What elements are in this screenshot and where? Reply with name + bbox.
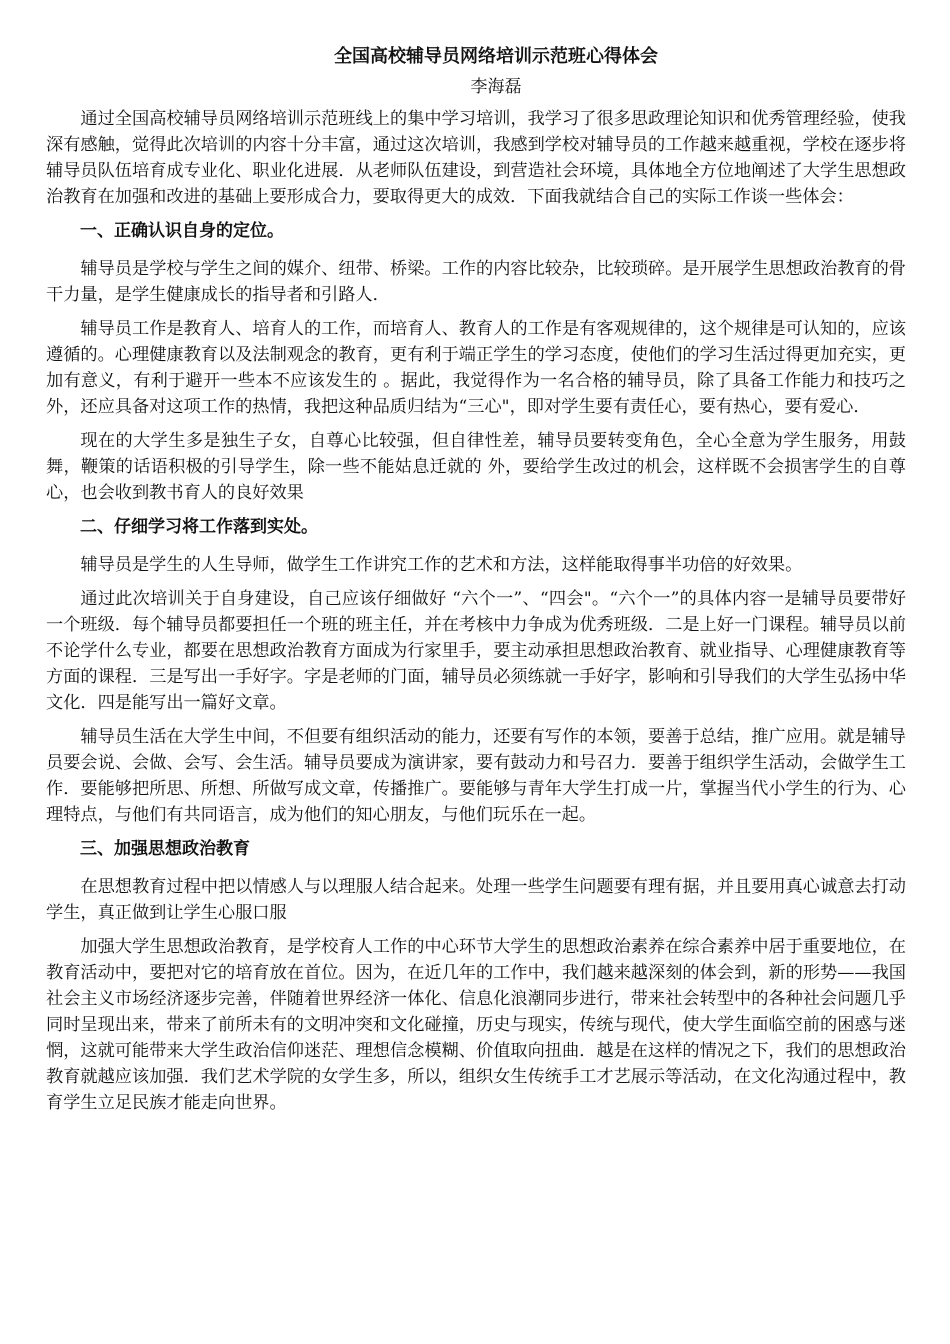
intro-paragraph: 通过全国高校辅导员网络培训示范班线上的集中学习培训，我学习了很多思政理论知识和优秀管理经验，使我深有感触，觉得此次培训的内容十分丰富，通过这次培训，我感到学校对辅导员的工作越来越重视，学校在逐步将辅导员队伍培育成专业化、职业化进展．从老师队伍建设，到营造社会环境，具体地全方位地阐述了大学生思想政治教育在加强和改进的基础上要形成合力，要取得更大的成效．下面我就结合自己的实际工作谈一些体会：: [46, 109, 906, 207]
document-page: [46, 42, 906, 1124]
document-author: 李海磊: [470, 77, 522, 97]
section-2-paragraph: 通过此次培训关于自身建设，自己应该仔细做好 “六个一”、“四会"。“六个一”的具体内容一是辅导员要带好一个班级．每个辅导员都要担任一个班的班主任，并在考核中力争成为优秀班级．二是上好一门课程。辅导员以前不论学什么专业，都要在思想政治教育方面成为行家里手，要主动承担思想政治教育、就业指导、心理健康教育等方面的课程．三是写出一手好字。字是老师的门面，辅导员必须练就一手好字，影响和引导我们的大学生弘扬中华文化．四是能写出一篇好文章。: [46, 589, 906, 713]
section-heading-1: 一、正确认识自身的定位。: [80, 221, 284, 241]
section-2-paragraph: 辅导员生活在大学生中间，不但要有组织活动的能力，还要有写作的本领，要善于总结，推广应用。就是辅导员要会说、会做、会写、会生活。辅导员要成为演讲家，要有鼓动力和号召力．要善于组织学生活动，会做学生工作．要能够把所思、所想、所做写成文章，传播推广。要能够与青年大学生打成一片，掌握当代小学生的行为、心理特点，与他们有共同语言，成为他们的知心朋友，与他们玩乐在一起。: [46, 727, 906, 825]
section-1-paragraph: 辅导员是学校与学生之间的媒介、纽带、桥梁。工作的内容比较杂，比较琐碎。是开展学生思想政治教育的骨干力量，是学生健康成长的指导者和引路人．: [46, 259, 906, 305]
section-2-paragraph: 辅导员是学生的人生导师，做学生工作讲究工作的艺术和方法，这样能取得事半功倍的好效果。: [80, 555, 803, 575]
section-1-paragraph: 辅导员工作是教育人、培育人的工作，而培育人、教育人的工作是有客观规律的，这个规律是可认知的，应该遵循的。心理健康教育以及法制观念的教育，更有利于端正学生的学习态度，使他们的学习生活过得更加充实，更加有意义，有利于避开一些本不应该发生的 。据此，我觉得作为一名合格的辅导员，除了具备工作能力和技巧之外，还应具备对这项工作的热情，我把这种品质归结为“三心"，即对学生要有责任心，要有热心，要有爱心．: [46, 319, 906, 417]
document-title: 全国高校辅导员网络培训示范班心得体会: [334, 46, 658, 67]
section-3-paragraph: 在思想教育过程中把以情感人与以理服人结合起来。处理一些学生问题要有理有据，并且要用真心诚意去打动学生，真正做到让学生心服口服: [46, 877, 906, 923]
section-heading-2: 二、仔细学习将工作落到实处。: [80, 517, 318, 537]
section-3-paragraph: 加强大学生思想政治教育，是学校育人工作的中心环节大学生的思想政治素养在综合素养中居于重要地位，在教育活动中，要把对它的培育放在首位。因为，在近几年的工作中，我们越来越深刻的体会到，新的形势——我国社会主义市场经济逐步完善，伴随着世界经济一体化、信息化浪潮同步进行，带来社会转型中的各种社会问题几乎同时呈现出来，带来了前所未有的文明冲突和文化碰撞，历史与现实，传统与现代，使大学生面临空前的困惑与迷惘，这就可能带来大学生政治信仰迷茫、理想信念模糊、价值取向扭曲．越是在这样的情况之下，我们的思想政治教育就越应该加强．我们艺术学院的女学生多，所以，组织女生传统手工才艺展示等活动，在文化沟通过程中，教育学生立足民族才能走向世界。: [46, 937, 906, 1113]
section-1-paragraph: 现在的大学生多是独生子女，自尊心比较强，但自律性差，辅导员要转变角色，全心全意为学生服务，用鼓舞，鞭策的话语积极的引导学生，除一些不能姑息迁就的 外，要给学生改过的机会，这样既不会损害学生的自尊心，也会收到教书育人的良好效果: [46, 431, 906, 503]
section-heading-3: 三、加强思想政治教育: [80, 839, 250, 859]
